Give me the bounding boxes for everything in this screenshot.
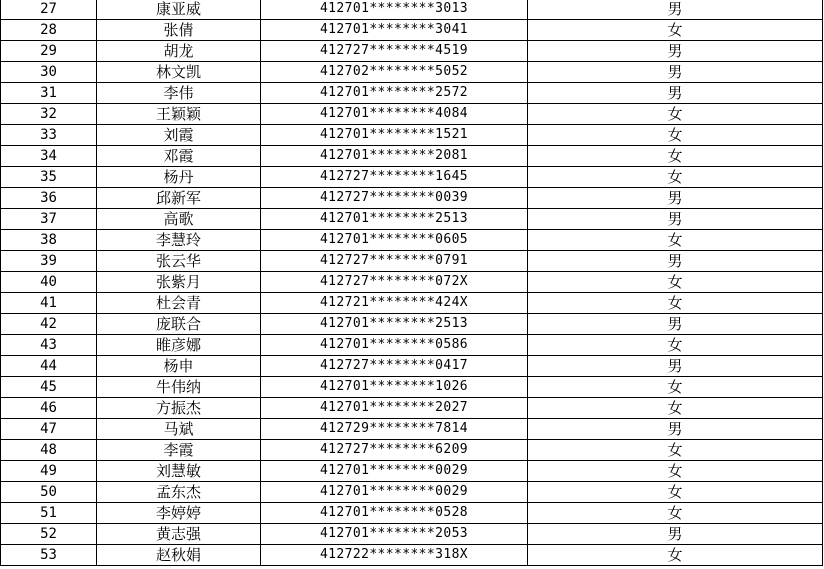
gender-cell: 女 (528, 125, 823, 146)
table-row (1, 272, 823, 293)
id-number-cell: 412701********2027 (261, 398, 528, 419)
gender-cell: 女 (528, 293, 823, 314)
row-number-cell: 44 (1, 356, 97, 377)
gender-cell: 男 (528, 419, 823, 440)
name-cell: 刘慧敏 (97, 461, 261, 482)
gender-cell: 男 (528, 62, 823, 83)
id-number-cell: 412722********318X (261, 545, 528, 566)
table-row (1, 0, 823, 20)
gender-cell: 女 (528, 230, 823, 251)
row-number-cell: 38 (1, 230, 97, 251)
row-number-cell: 34 (1, 146, 97, 167)
table-row (1, 335, 823, 356)
name-cell: 邓霞 (97, 146, 261, 167)
row-number-cell: 53 (1, 545, 97, 566)
table-row (1, 482, 823, 503)
row-number-cell: 37 (1, 209, 97, 230)
row-number-cell: 30 (1, 62, 97, 83)
id-number-cell: 412701********0029 (261, 482, 528, 503)
name-cell: 康亚威 (97, 0, 261, 20)
row-number-cell: 50 (1, 482, 97, 503)
name-cell: 高歌 (97, 209, 261, 230)
id-number-cell: 412727********4519 (261, 41, 528, 62)
gender-cell: 男 (528, 524, 823, 545)
row-number-cell: 35 (1, 167, 97, 188)
gender-cell: 女 (528, 440, 823, 461)
id-number-cell: 412701********0586 (261, 335, 528, 356)
gender-cell: 女 (528, 20, 823, 41)
table-row (1, 377, 823, 398)
row-number-cell: 48 (1, 440, 97, 461)
table-row (1, 125, 823, 146)
row-number-cell: 43 (1, 335, 97, 356)
gender-cell: 男 (528, 314, 823, 335)
id-number-cell: 412701********4084 (261, 104, 528, 125)
table-row (1, 41, 823, 62)
name-cell: 邱新军 (97, 188, 261, 209)
row-number-cell: 36 (1, 188, 97, 209)
table-row (1, 503, 823, 524)
id-number-cell: 412727********0417 (261, 356, 528, 377)
gender-cell: 男 (528, 209, 823, 230)
gender-cell: 女 (528, 461, 823, 482)
row-number-cell: 46 (1, 398, 97, 419)
id-number-cell: 412702********5052 (261, 62, 528, 83)
name-cell: 张云华 (97, 251, 261, 272)
name-cell: 张倩 (97, 20, 261, 41)
table-row (1, 209, 823, 230)
gender-cell: 男 (528, 0, 823, 20)
name-cell: 李婷婷 (97, 503, 261, 524)
table-row (1, 419, 823, 440)
table-row (1, 398, 823, 419)
gender-cell: 女 (528, 146, 823, 167)
name-cell: 杨申 (97, 356, 261, 377)
gender-cell: 男 (528, 83, 823, 104)
row-number-cell: 47 (1, 419, 97, 440)
id-number-cell: 412727********1645 (261, 167, 528, 188)
row-number-cell: 27 (1, 0, 97, 20)
name-cell: 李慧玲 (97, 230, 261, 251)
name-cell: 李伟 (97, 83, 261, 104)
gender-cell: 女 (528, 545, 823, 566)
id-number-cell: 412701********3041 (261, 20, 528, 41)
id-number-cell: 412701********3013 (261, 0, 528, 20)
row-number-cell: 31 (1, 83, 97, 104)
gender-cell: 女 (528, 377, 823, 398)
id-number-cell: 412701********0029 (261, 461, 528, 482)
gender-cell: 男 (528, 188, 823, 209)
table-row (1, 20, 823, 41)
table-row (1, 146, 823, 167)
table-row (1, 356, 823, 377)
name-cell: 孟东杰 (97, 482, 261, 503)
row-number-cell: 28 (1, 20, 97, 41)
id-number-cell: 412701********1026 (261, 377, 528, 398)
table-row (1, 62, 823, 83)
gender-cell: 女 (528, 398, 823, 419)
id-number-cell: 412701********2513 (261, 209, 528, 230)
table-row (1, 545, 823, 566)
roster-body (1, 0, 823, 566)
name-cell: 胡龙 (97, 41, 261, 62)
name-cell: 杨丹 (97, 167, 261, 188)
name-cell: 赵秋娟 (97, 545, 261, 566)
name-cell: 李霞 (97, 440, 261, 461)
gender-cell: 女 (528, 503, 823, 524)
row-number-cell: 40 (1, 272, 97, 293)
name-cell: 牛伟纳 (97, 377, 261, 398)
row-number-cell: 42 (1, 314, 97, 335)
row-number-cell: 52 (1, 524, 97, 545)
name-cell: 方振杰 (97, 398, 261, 419)
table-row (1, 104, 823, 125)
row-number-cell: 49 (1, 461, 97, 482)
id-number-cell: 412721********424X (261, 293, 528, 314)
name-cell: 睢彦娜 (97, 335, 261, 356)
id-number-cell: 412729********7814 (261, 419, 528, 440)
row-number-cell: 45 (1, 377, 97, 398)
name-cell: 刘霞 (97, 125, 261, 146)
row-number-cell: 41 (1, 293, 97, 314)
gender-cell: 女 (528, 482, 823, 503)
gender-cell: 男 (528, 41, 823, 62)
gender-cell: 男 (528, 356, 823, 377)
row-number-cell: 51 (1, 503, 97, 524)
table-row (1, 167, 823, 188)
gender-cell: 女 (528, 335, 823, 356)
row-number-cell: 39 (1, 251, 97, 272)
row-number-cell: 29 (1, 41, 97, 62)
table-row (1, 461, 823, 482)
name-cell: 王颖颖 (97, 104, 261, 125)
table-row (1, 293, 823, 314)
id-number-cell: 412701********0605 (261, 230, 528, 251)
name-cell: 张紫月 (97, 272, 261, 293)
gender-cell: 男 (528, 251, 823, 272)
table-row (1, 251, 823, 272)
id-number-cell: 412727********6209 (261, 440, 528, 461)
id-number-cell: 412727********072X (261, 272, 528, 293)
id-number-cell: 412701********2081 (261, 146, 528, 167)
table-row (1, 230, 823, 251)
gender-cell: 女 (528, 272, 823, 293)
id-number-cell: 412701********2572 (261, 83, 528, 104)
id-number-cell: 412701********2513 (261, 314, 528, 335)
table-row (1, 314, 823, 335)
id-number-cell: 412701********2053 (261, 524, 528, 545)
table-row (1, 83, 823, 104)
name-cell: 杜会青 (97, 293, 261, 314)
row-number-cell: 32 (1, 104, 97, 125)
name-cell: 马斌 (97, 419, 261, 440)
table-row (1, 188, 823, 209)
id-number-cell: 412727********0039 (261, 188, 528, 209)
table-row (1, 524, 823, 545)
id-number-cell: 412701********1521 (261, 125, 528, 146)
id-number-cell: 412701********0528 (261, 503, 528, 524)
gender-cell: 女 (528, 167, 823, 188)
name-cell: 庞联合 (97, 314, 261, 335)
name-cell: 林文凯 (97, 62, 261, 83)
id-number-cell: 412727********0791 (261, 251, 528, 272)
gender-cell: 女 (528, 104, 823, 125)
name-cell: 黄志强 (97, 524, 261, 545)
row-number-cell: 33 (1, 125, 97, 146)
table-row (1, 440, 823, 461)
